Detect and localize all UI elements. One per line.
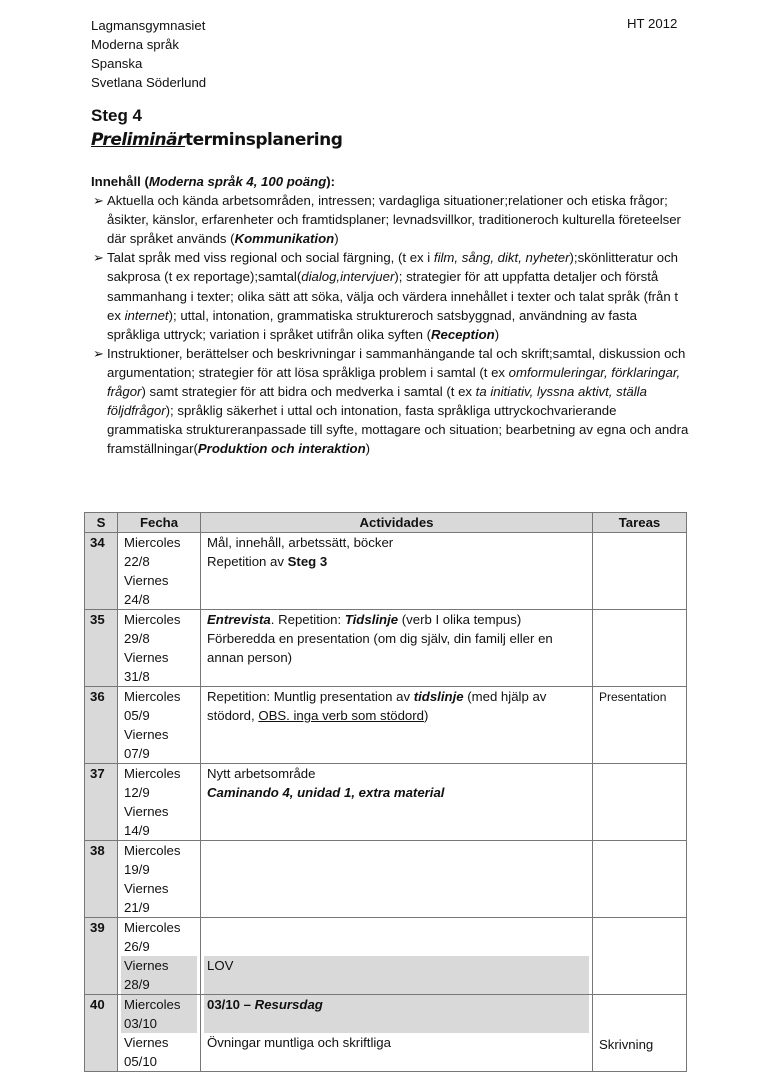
text-run: Innehåll ( xyxy=(91,174,149,189)
text-run: Resursdag xyxy=(254,997,323,1012)
text-run: (verb I olika tempus) xyxy=(398,612,522,627)
actividades-cell xyxy=(201,841,593,918)
text-run: film, sång, dikt, nyheter xyxy=(433,250,570,266)
tareas-cell xyxy=(593,841,687,918)
activity-line xyxy=(207,1033,586,1052)
text-run: Förberedda en presentation (om dig själv, din familj eller en annan person) xyxy=(207,631,553,665)
text-run: 03/10 – xyxy=(207,997,255,1012)
fecha-cell xyxy=(118,533,201,610)
school-info xyxy=(91,16,206,92)
text-run: Repetition: Muntlig presentation av xyxy=(207,689,414,704)
date-line: 29/8 xyxy=(124,631,150,646)
date-line: Viernes xyxy=(124,650,169,665)
date-line: 26/9 xyxy=(124,939,150,954)
date-line: Miercoles xyxy=(121,995,197,1014)
table-row xyxy=(85,995,687,1072)
date-line: Viernes xyxy=(124,573,169,588)
task-label: Presentation xyxy=(599,690,667,704)
week-number: 34 xyxy=(85,533,118,610)
text-run: ta initiativ, lyssna aktivt, ställa följdfrågor xyxy=(107,384,647,419)
arrow-bullet-icon: ➢ xyxy=(93,250,105,266)
level-heading: Steg 4 xyxy=(91,106,143,125)
activity-line xyxy=(207,552,586,571)
table-row xyxy=(85,764,687,841)
text-run: ) samt strategier för att bidra och medverka i samtal (t ex xyxy=(141,384,476,400)
tareas-cell xyxy=(593,764,687,841)
text-run: omformuleringar, förklaringar, frågor xyxy=(107,364,681,400)
text-run: Nytt arbetsområde xyxy=(207,766,316,781)
text-run: ); uttal, intonation, grammatiska struktureroch satsbyggnad, användning av fasta språkliga uttryck; variation i språket utifrån olika syften ( xyxy=(107,307,638,342)
date-line: Miercoles xyxy=(124,689,181,704)
teacher: Svetlana Söderlund xyxy=(91,75,207,90)
date-line: Miercoles xyxy=(124,843,181,858)
text-run: tidslinje xyxy=(413,689,464,704)
week-number: 35 xyxy=(85,610,118,687)
date-line: 24/8 xyxy=(124,592,150,607)
text-run: ); språklig säkerhet i uttal och intonation, fasta språkliga uttryckochvarierande grammatiska struktureranpassade till syfte, mottagare och situation; bearbetning av egna och andra framställningar( xyxy=(107,403,689,457)
actividades-cell xyxy=(201,918,593,995)
content-bullet xyxy=(91,248,691,343)
text-run: internet xyxy=(124,307,169,323)
text-run: );skönlitteratur och sakprosa (t ex reportage);samtal( xyxy=(107,250,678,285)
text-run: (med hjälp av stödord, xyxy=(207,689,547,723)
table-row xyxy=(85,610,687,687)
activity-line xyxy=(207,533,586,552)
date-line: 19/9 xyxy=(124,862,150,877)
tareas-cell xyxy=(593,610,687,687)
activity-line xyxy=(207,629,586,667)
text-run: Reception xyxy=(430,326,495,342)
date-line: 28/9 xyxy=(121,975,197,994)
actividades-cell xyxy=(201,764,593,841)
text-run: dialog,intervjuer xyxy=(301,269,395,285)
text-run: Produktion och interaktion xyxy=(197,441,366,457)
title-rest: terminsplanering xyxy=(185,130,343,150)
col-header-s: S xyxy=(85,513,118,533)
date-line: Viernes xyxy=(124,881,169,896)
tareas-cell xyxy=(593,918,687,995)
activity-line xyxy=(207,610,586,629)
date-line: Miercoles xyxy=(124,612,181,627)
activity-line xyxy=(207,687,586,725)
week-number: 37 xyxy=(85,764,118,841)
schedule-table xyxy=(84,512,687,1072)
text-run: Tidslinje xyxy=(344,612,399,627)
date-line: Viernes xyxy=(124,1035,169,1050)
text-run: Moderna språk 4, 100 poäng xyxy=(148,174,327,189)
activity-line xyxy=(204,1014,589,1033)
tareas-cell xyxy=(593,995,687,1072)
department: Moderna språk xyxy=(91,37,179,52)
text-run: Repetition av xyxy=(207,554,288,569)
text-run: OBS. inga verb som stödord xyxy=(258,708,424,723)
activity-line xyxy=(207,918,586,937)
table-row xyxy=(85,918,687,995)
task-label: Skrivning xyxy=(599,1037,654,1052)
content-section xyxy=(91,172,691,458)
date-line: 05/9 xyxy=(124,708,150,723)
activity-line xyxy=(204,995,589,1014)
week-number: 38 xyxy=(85,841,118,918)
text-run: Instruktioner, berättelser och beskrivningar i sammanhängande tal och skrift;samtal, diskussion och argumentation; strategier för att lösa språkliga problem i samtal (t ex xyxy=(107,345,686,380)
text-run: ): xyxy=(326,174,336,189)
date-line: 03/10 xyxy=(121,1014,197,1033)
text-run: Övningar muntliga och skriftliga xyxy=(207,1035,391,1050)
fecha-cell xyxy=(118,687,201,764)
date-line: Viernes xyxy=(124,727,169,742)
content-bullet xyxy=(91,191,691,248)
text-run: ) xyxy=(423,708,429,723)
actividades-cell xyxy=(201,533,593,610)
actividades-cell xyxy=(201,610,593,687)
content-bullet xyxy=(91,344,691,459)
fecha-cell xyxy=(118,918,201,995)
fecha-cell xyxy=(118,995,201,1072)
table-row xyxy=(85,687,687,764)
subject: Spanska xyxy=(91,56,143,71)
col-header-fecha: Fecha xyxy=(118,513,201,533)
content-heading xyxy=(91,172,691,191)
activity-line xyxy=(204,956,589,975)
text-run: ) xyxy=(365,441,371,457)
date-line: 22/8 xyxy=(124,554,150,569)
fecha-cell xyxy=(118,841,201,918)
date-line: 31/8 xyxy=(124,669,150,684)
date-line: Miercoles xyxy=(124,920,181,935)
text-run: Steg 3 xyxy=(287,554,328,569)
page-title xyxy=(91,130,342,150)
activity-line xyxy=(207,764,586,783)
arrow-bullet-icon: ➢ xyxy=(93,193,105,209)
text-run: . Repetition: xyxy=(270,612,345,627)
text-run: Entrevista xyxy=(207,612,271,627)
school-name: Lagmansgymnasiet xyxy=(91,18,206,33)
text-run: ); strategier för att uppfatta detaljer och förstå sammanhang i texter; olika sätt att söka, välja och värdera innehållet i texter och talat språk (från t ex xyxy=(107,269,679,323)
actividades-cell xyxy=(201,687,593,764)
date-line: Miercoles xyxy=(124,766,181,781)
date-line: 07/9 xyxy=(124,746,150,761)
week-number: 40 xyxy=(85,995,118,1072)
arrow-bullet-icon: ➢ xyxy=(93,345,105,361)
term-label: HT 2012 xyxy=(627,16,678,31)
table-row xyxy=(85,533,687,610)
week-number: 39 xyxy=(85,918,118,995)
title-underlined: Preliminär xyxy=(91,130,186,150)
date-line: Viernes xyxy=(124,804,169,819)
text-run: Talat språk med viss regional och social färgning, (t ex i xyxy=(107,250,434,266)
date-line: 14/9 xyxy=(124,823,150,838)
text-run: ) xyxy=(494,326,500,342)
date-line: Viernes xyxy=(121,956,197,975)
text-run: Caminando 4, unidad 1, extra material xyxy=(207,785,445,800)
table-row xyxy=(85,841,687,918)
fecha-cell xyxy=(118,610,201,687)
text-run: ) xyxy=(334,231,339,247)
activity-line xyxy=(207,937,586,956)
text-run: Mål, innehåll, arbetssätt, böcker xyxy=(207,535,394,550)
fecha-cell xyxy=(118,764,201,841)
actividades-cell xyxy=(201,995,593,1072)
tareas-cell xyxy=(593,687,687,764)
week-number: 36 xyxy=(85,687,118,764)
activity-line xyxy=(204,975,589,994)
date-line: 21/9 xyxy=(124,900,150,915)
col-header-tareas: Tareas xyxy=(593,513,687,533)
date-line: Miercoles xyxy=(124,535,181,550)
text-run: Kommunikation xyxy=(234,231,335,247)
activity-line xyxy=(207,783,586,802)
date-line: 12/9 xyxy=(124,785,150,800)
tareas-cell xyxy=(593,533,687,610)
text-run: LOV xyxy=(207,958,234,973)
col-header-actividades: Actividades xyxy=(201,513,593,533)
date-line: 05/10 xyxy=(124,1054,158,1069)
text-run: Aktuella och kända arbetsområden, intressen; vardagliga situationer;relationer och etiska frågor; åsikter, känslor, erfarenheter och framtidsplaner; levnadsvillkor, traditioneroch kulturella företeelser där språket används ( xyxy=(107,193,681,247)
